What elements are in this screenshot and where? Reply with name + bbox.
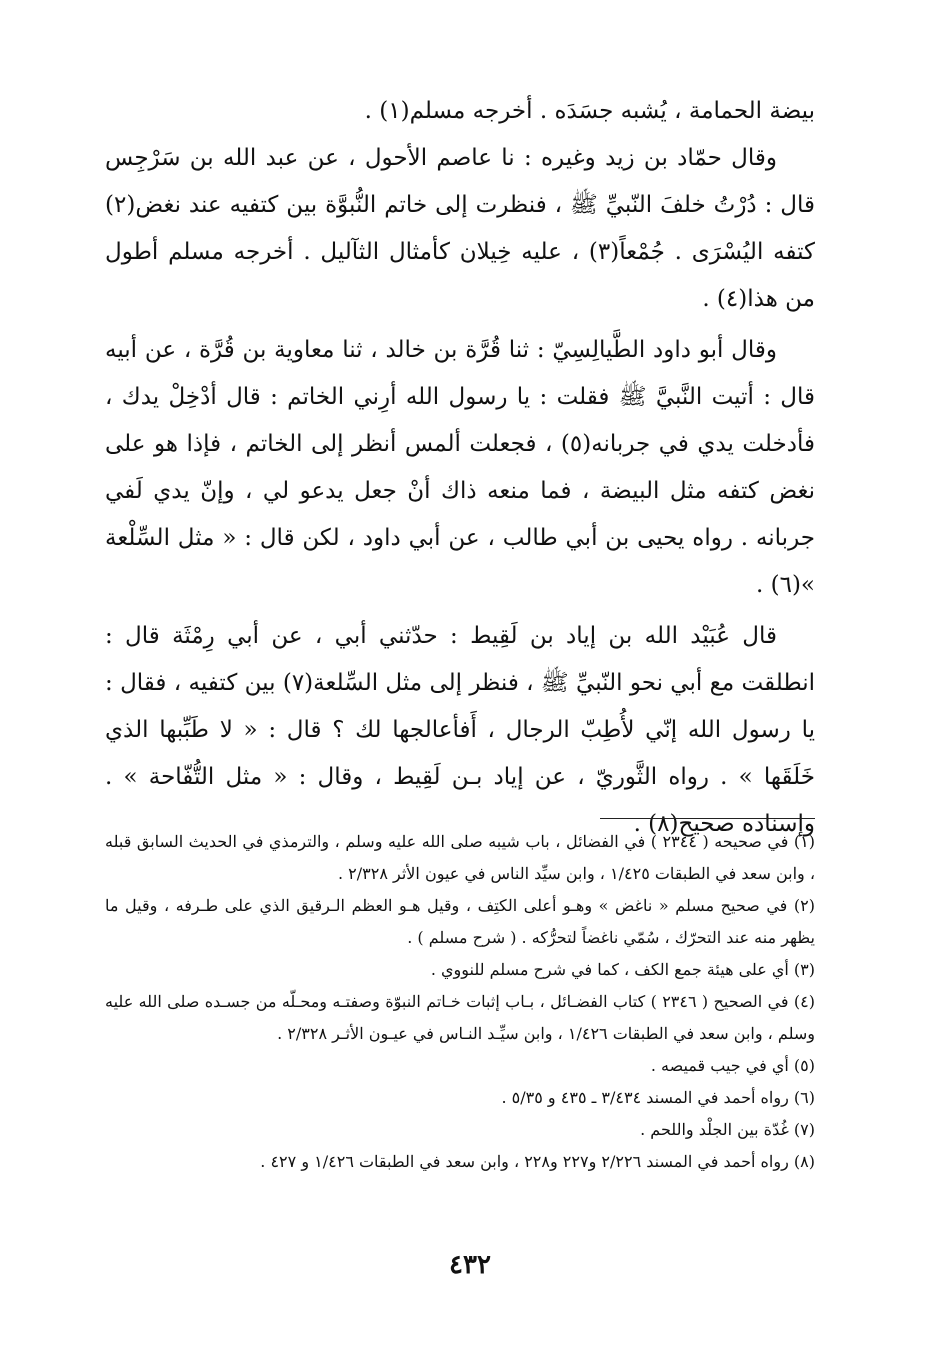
footnote: (٧) غُدّة بين الجلْد واللحم .	[640, 1120, 815, 1139]
footnote: (٤) في الصحيح ( ٢٣٤٦ ) كتاب الفضـائل ، بـاب إثبات خـاتم النبوّة وصفتـه ومحـلّه من جسـده صلى الله عليه وسلم ، وابن سعد في الطبقات ١/٤٢٦ ، وابن سيِّـد النـاس في عيـون الأثـر ٢/٣٢٨ .	[105, 992, 815, 1043]
footnote: (١) في صحيحه ( ٢٣٤٤ ) في الفضائل ، باب شيبه صلى الله عليه وسلم ، والترمذي في الحديث السابق قبله ، وابن سعد في الطبقات ١/٤٢٥ ، وابن سيِّد الناس في عيون الأثر ٢/٣٢٨ .	[105, 832, 815, 883]
footnote: (٥) أي في جيب قميصه .	[650, 1056, 815, 1075]
footnote: (٦) رواه أحمد في المسند ٣/٤٣٤ ـ ٤٣٥ و ٥/٣٥ .	[501, 1088, 815, 1107]
main-text	[105, 88, 815, 848]
footnote: (٨) رواه أحمد في المسند ٢/٢٢٦ و٢٢٧ و٢٢٨ ، وابن سعد في الطبقات ١/٤٢٦ و ٤٢٧ .	[260, 1152, 815, 1171]
footnotes	[105, 826, 815, 1178]
paragraph: وقال أبو داود الطَّيالِسِيّ : ثنا قُرَّة بن خالد ، ثنا معاوية بن قُرَّة ، عن أبيه قال : أتيت النَّبيَّ ﷺ فقلت : يا رسول الله أرِني الخاتم : قال أدْخِلْ يدك ، فأدخلت يدي في جربانه(٥) ، فجعلت ألمس أنظر إلى الخاتم ، فإذا هو على نغض كتفه مثل البيضة ، فما منعه ذاك أنْ جعل يدعو لي ، وإنّ يدي لَفي جربانه . رواه يحيى بن أبي طالب ، عن أبي داود ، لكن قال : « مثل السِّلْعة »(٦) .	[105, 337, 815, 598]
paragraph: قال عُبَيْد الله بن إياد بن لَقِيط : حدّثني أبي ، عن أبي رِمْثَة قال : انطلقت مع أبي نحو النّبيِّ ﷺ ، فنظر إلى مثل السِّلعة(٧) بين كتفيه ، فقال : يا رسول الله إنّي لأُطِبّ الرجال ، أَفأعالجها لك ؟ قال : « لا طَبِّبها الذي خَلَقَها » . رواه الثَّوريّ ، عن إياد بـن لَقِيط ، وقال : « مثل التُّفّاحة » . وإسناده صحيح(٨) .	[105, 623, 815, 837]
paragraph: بيضة الحمامة ، يُشبه جسَدَه . أخرجه مسلم(١) .	[364, 98, 815, 124]
paragraph: وقال حمّاد بن زيد وغيره : نا عاصم الأحول ، عن عبد الله بن سَرْجِس قال : دُرْتُ خلفَ النّبيِّ ﷺ ، فنظرت إلى خاتم النُّبوَّة بين كتفيه عند نغض(٢) كتفه اليُسْرَى . جُمْعاً(٣) ، عليه خِيلان كأمثال الثآليل . أخرجه مسلم أطول من هذا(٤) .	[105, 145, 815, 312]
footnote: (٢) في صحيح مسلم « ناغض » وهـو أعلى الكتِف ، وقيل هـو العظم الـرقيق الذي على طـرفه ، وقيل ما يظهر منه عند التحرّك ، سُمّي ناغضاً لتحرُّكه . ( شرح مسلم ) .	[105, 896, 816, 947]
page-number: ٤٣٢	[449, 1250, 491, 1280]
footnote-divider	[600, 818, 815, 819]
footnote: (٣) أي على هيئة جمع الكف ، كما في شرح مسلم للنووي .	[430, 960, 815, 979]
